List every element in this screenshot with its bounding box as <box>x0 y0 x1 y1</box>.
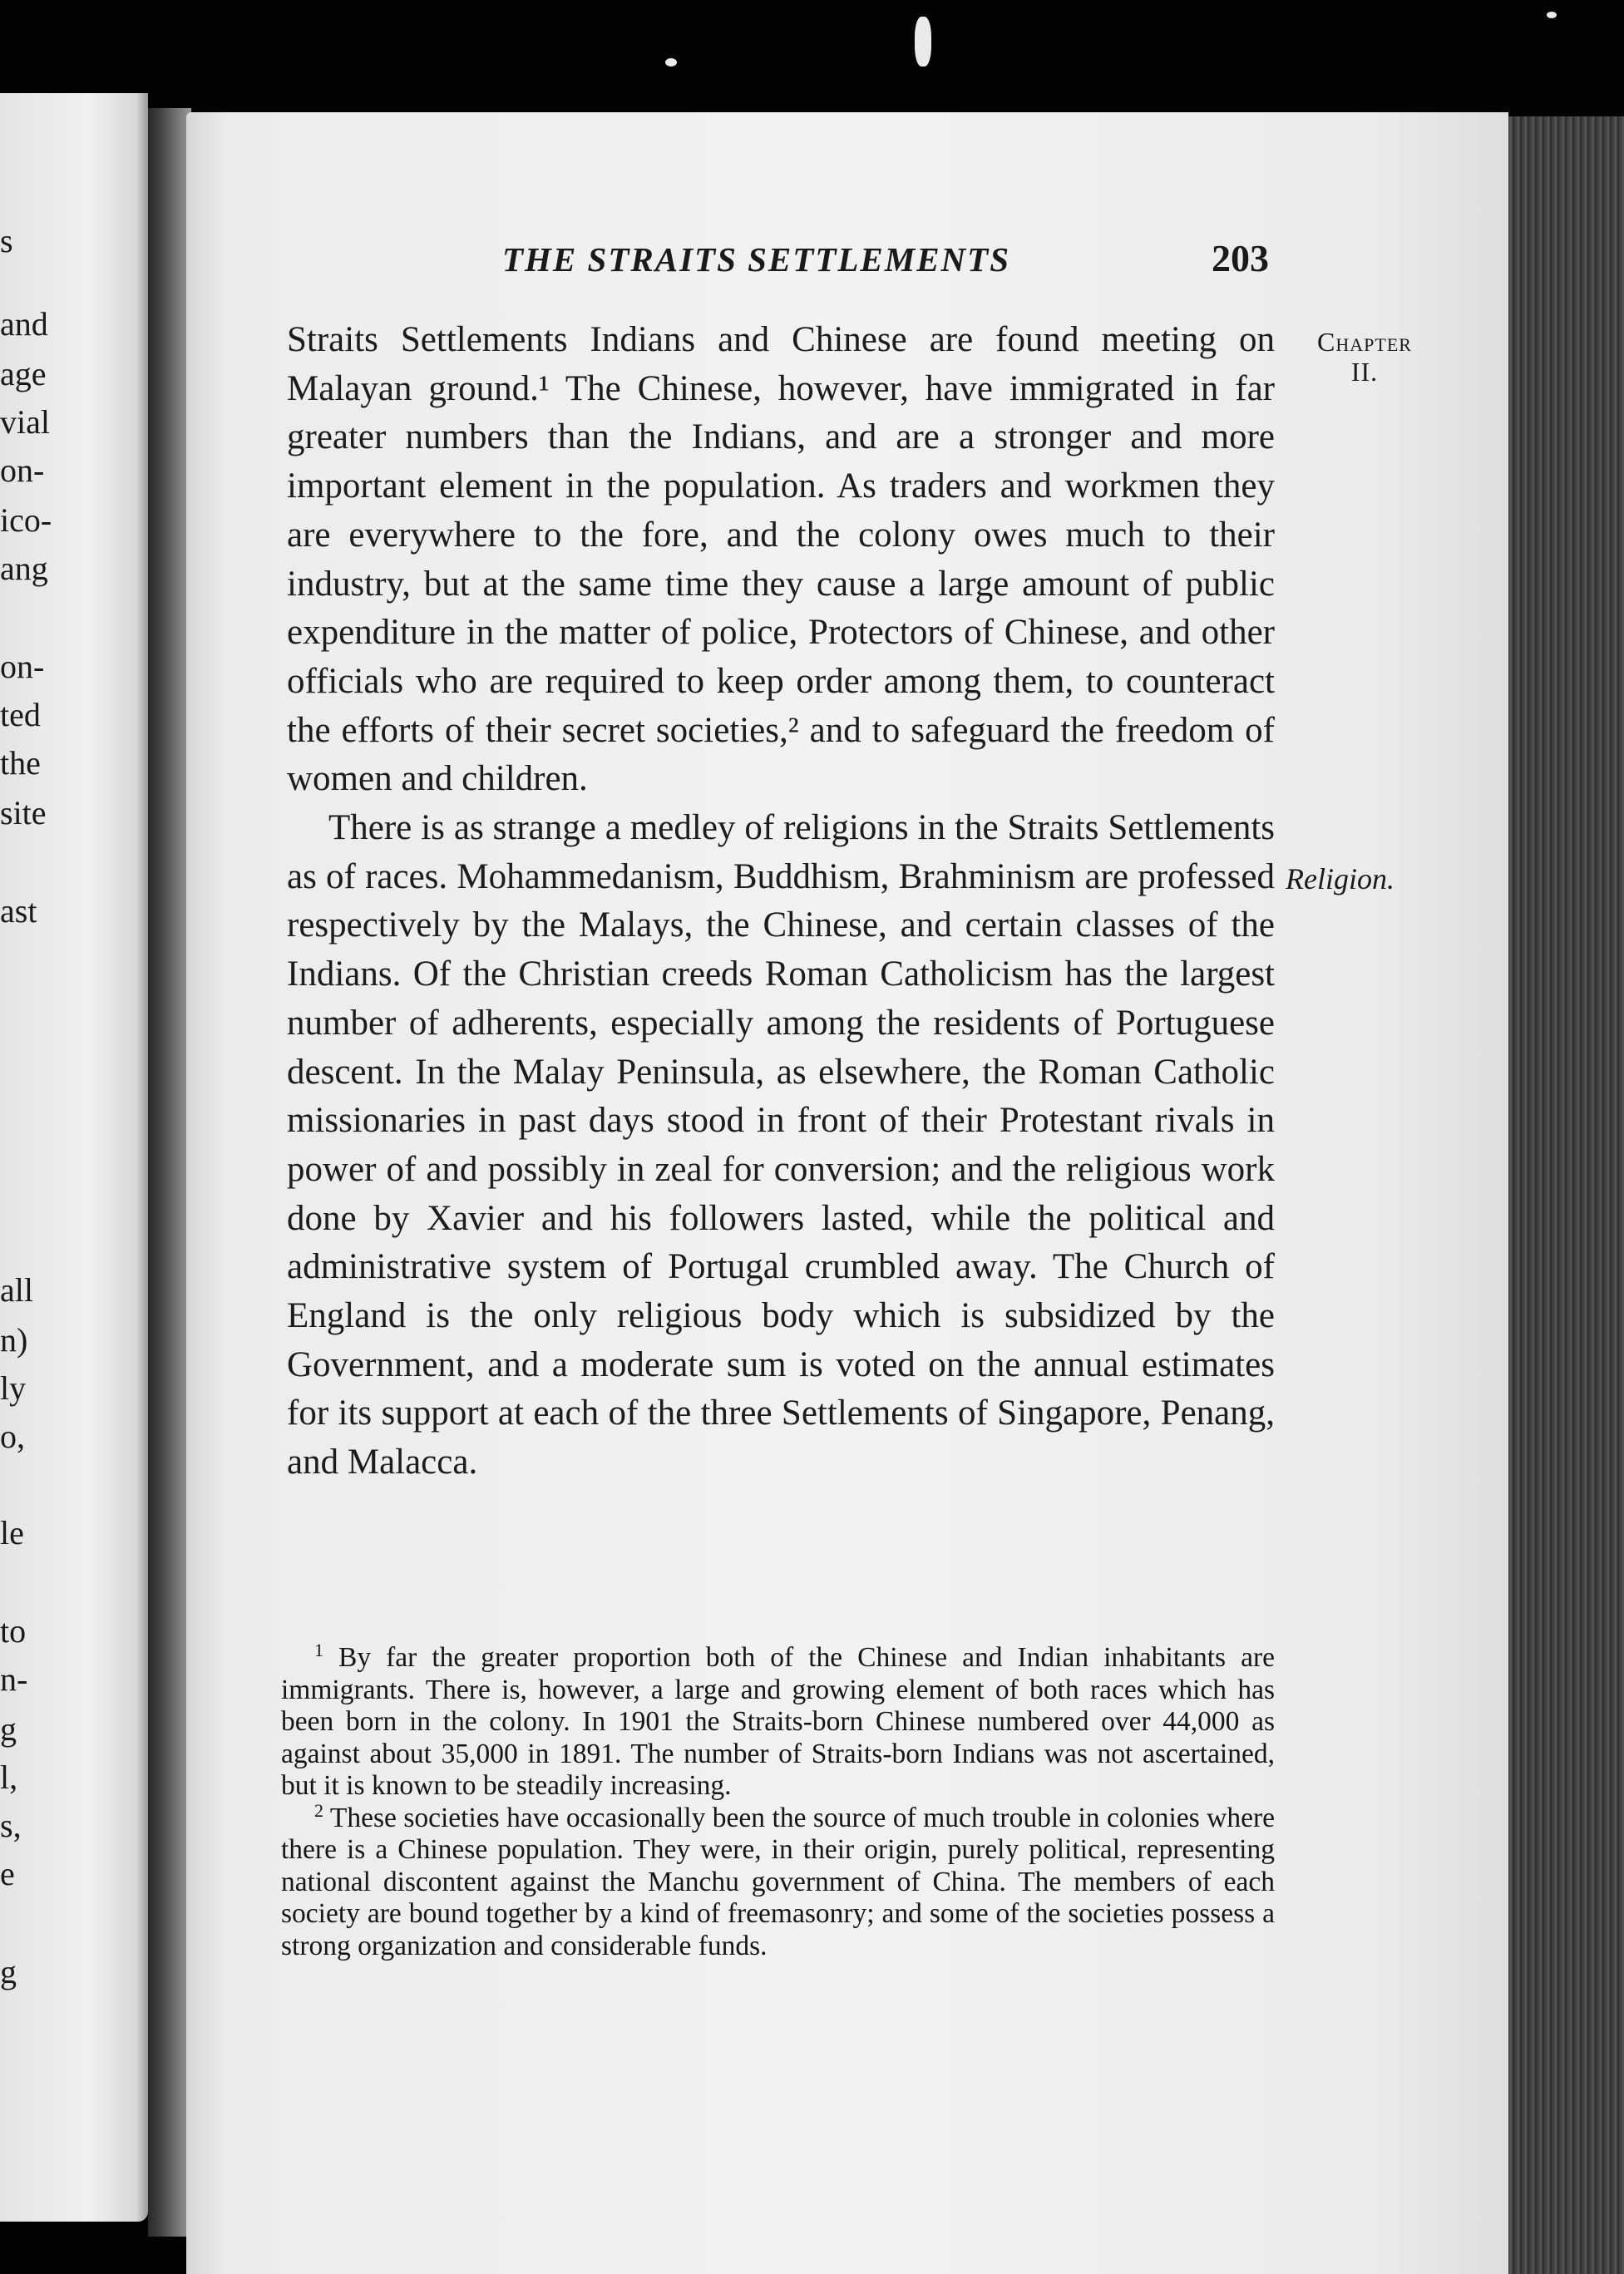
running-title: THE STRAITS SETTLEMENTS <box>502 240 1011 279</box>
left-page-text: s <box>0 222 13 259</box>
margin-note-religion: Religion. <box>1286 862 1394 895</box>
paragraph: There is as strange a medley of religions in the Straits Settlements as of races. Mohammedanism, Buddhism, Brahminism are professed respectively by the Malays, the Chinese, and certain classes of the Indians. Of the Christian creeds Roman Catholicism has the largest number of adherents, especially among the residents of Portuguese descent. In the Malay Peninsula, as elsewhere, the Roman Catholic missionaries in past days stood in front of their Protestant rivals in power of and possibly in zeal for conversion; and the religious work done by Xavier and his followers lasted, while the political and administrative system of Portugal crumbled away. The Church of England is the only religious body which is subsidized by the Government, and a moderate sum is voted on the annual estimates for its support at each of the three Settlements of Singapore, Penang, and Malacca. <box>287 808 1275 1482</box>
left-page-text: le <box>0 1514 24 1551</box>
footnote-text: These societies have occasionally been the source of much trouble in colonies where there is a Chinese population. They were, in their origin, purely political, representing national discontent against the Manchu government of China. The members of each society are bound together by a kind of freemasonry; and some of the societies possess a strong organization and considerable funds. <box>281 1802 1275 1961</box>
footnotes <box>281 1639 1276 1962</box>
left-page-text: ang <box>0 550 48 587</box>
left-page-text: and <box>0 305 48 343</box>
book-gutter <box>148 108 191 2237</box>
left-page-text: on- <box>0 648 45 685</box>
left-page-text: e <box>0 1855 15 1892</box>
left-page-text: g <box>0 1710 17 1748</box>
left-page-text: site <box>0 794 47 831</box>
footnote <box>281 1799 1275 1963</box>
left-page-text: on- <box>0 451 45 489</box>
left-page-text: the <box>0 744 41 782</box>
left-page-text: ast <box>0 892 37 930</box>
left-page-text: s, <box>0 1807 22 1844</box>
left-page-text: g <box>0 1953 17 1990</box>
body-text <box>287 316 1275 1487</box>
left-page-text: age <box>0 355 47 392</box>
left-page-fragment <box>0 93 148 2222</box>
footnote-marker: 2 <box>314 1799 323 1821</box>
left-page-text: ted <box>0 696 41 733</box>
dust-speck <box>915 17 931 67</box>
footnote <box>281 1639 1276 1803</box>
page-edges <box>1508 116 1624 2274</box>
footnote-text: By far the greater proportion both of the Chinese and Indian inhabitants are immigrants. There is, however, a large and growing element of both races which has been born in the colony. In 1901 the Straits-born Chinese numbered over 44,000 as against about 35,000 in 1891. The number of Straits-born Indians was not ascertained, but it is known to be steadily increasing. <box>281 1642 1276 1801</box>
left-page-text: n) <box>0 1321 28 1359</box>
left-page-text: all <box>0 1271 33 1309</box>
left-page-text: l, <box>0 1759 18 1796</box>
dust-speck <box>665 58 677 67</box>
page-number: 203 <box>1212 237 1269 279</box>
left-page-text: to <box>0 1612 27 1650</box>
left-page-text: ico- <box>0 501 52 539</box>
paragraph: Straits Settlements Indians and Chinese are found meeting on Malayan ground.¹ The Chinese, however, have immigrated in far greater numbers than the Indians, and are a stronger and more important element in the population. As traders and workmen they are everywhere to the fore, and the colony owes much to their industry, but at the same time they cause a large amount of public expenditure in the matter of police, Protectors of Chinese, and other officials who are required to keep order among them, to counteract the efforts of their secret societies,² and to safeguard the freedom of women and children. <box>287 320 1275 799</box>
margin-note-chapter <box>1294 327 1435 387</box>
dust-speck <box>1547 12 1557 18</box>
left-page-text: o, <box>0 1418 25 1455</box>
footnote-marker: 1 <box>314 1639 323 1660</box>
left-page-text: vial <box>0 403 50 441</box>
left-page-text: n- <box>0 1660 28 1698</box>
chapter-number: II. <box>1350 357 1379 387</box>
chapter-label: Chapter <box>1317 327 1412 357</box>
left-page-text: ly <box>0 1369 27 1407</box>
